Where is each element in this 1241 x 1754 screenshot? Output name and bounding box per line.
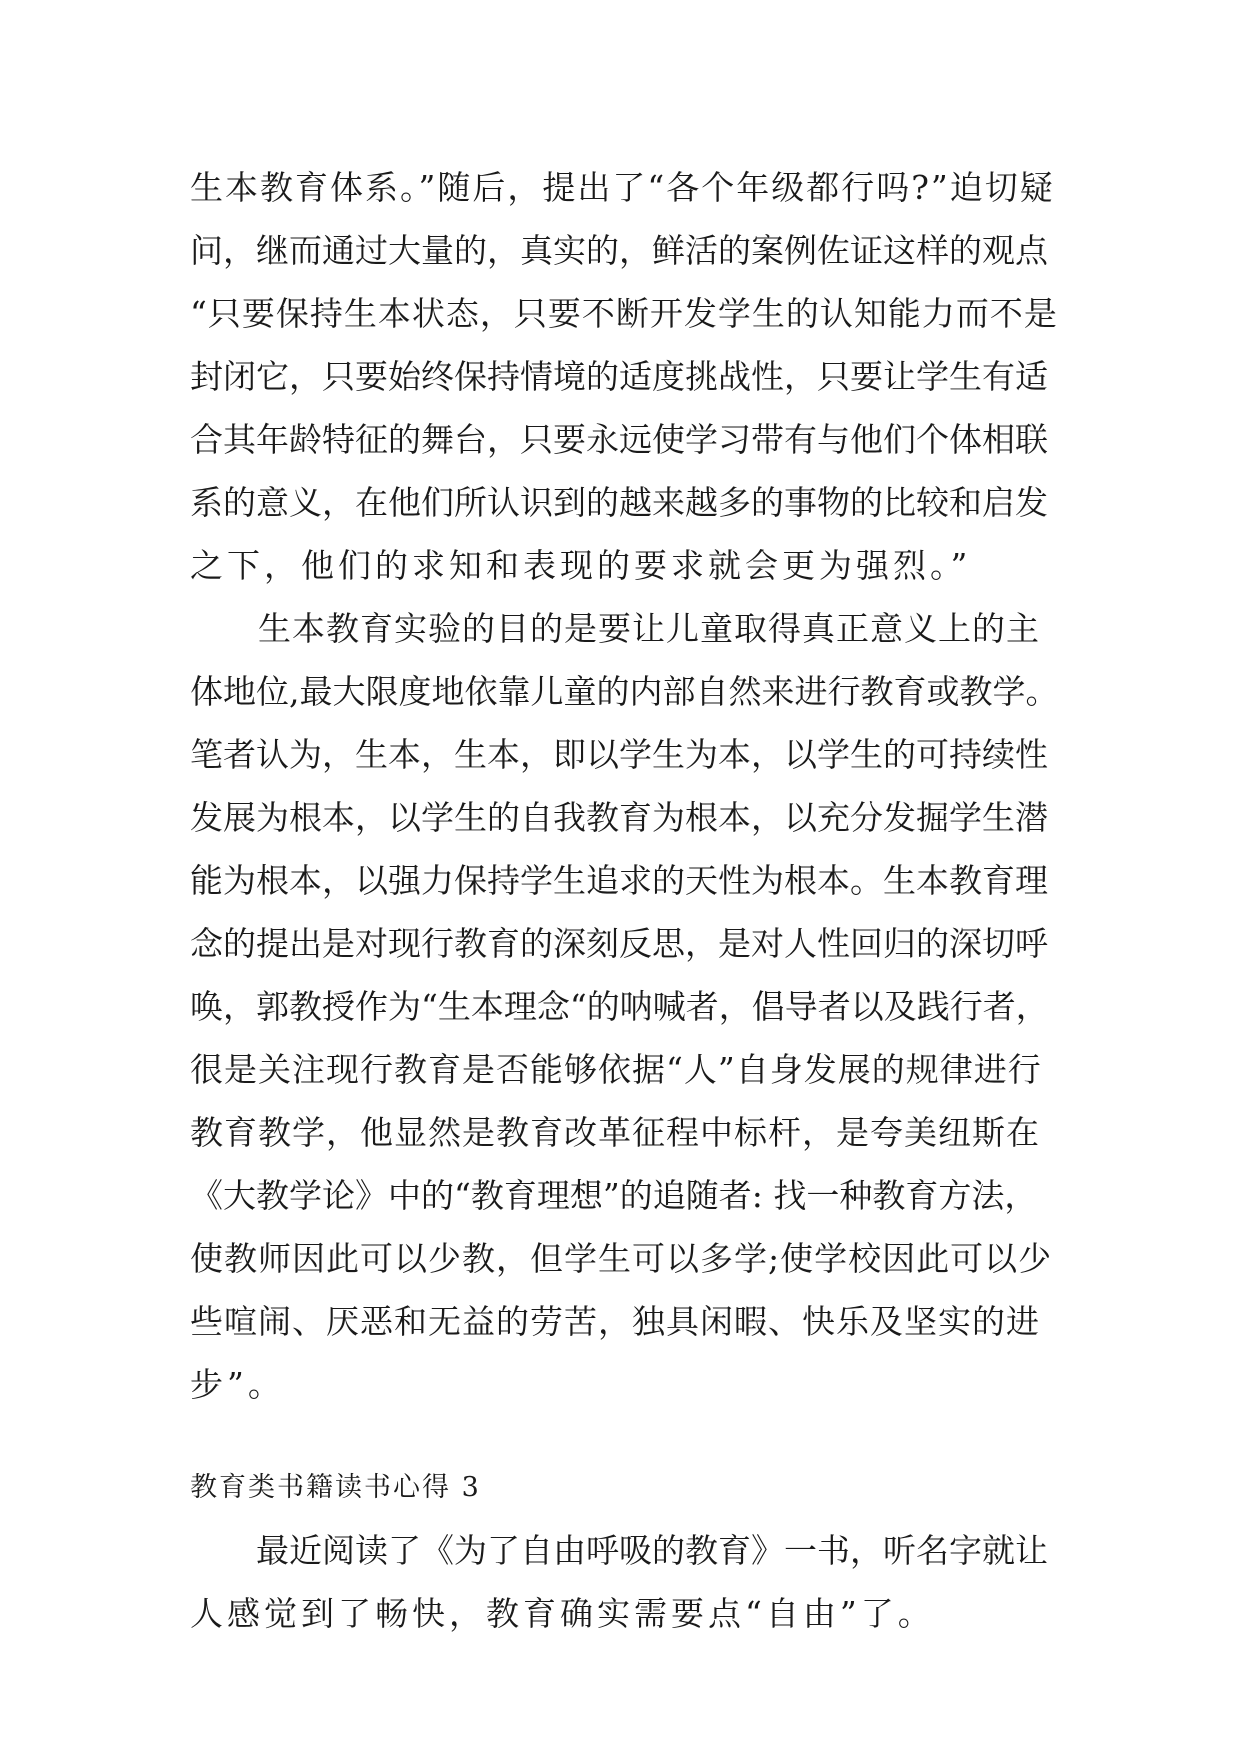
paragraph-line: 合其年龄特征的舞台，只要永远使学习带有与他们个体相联: [190, 420, 1048, 459]
document-body: [190, 156, 1060, 1645]
section-heading: 教育类书籍读书心得 3: [190, 1472, 481, 1503]
paragraph-line: 能为根本，以强力保持学生追求的天性为根本。生本教育理: [190, 861, 1048, 900]
paragraph-line: “只要保持生本状态，只要不断开发学生的认知能力而不是: [190, 294, 1058, 333]
paragraph-2: [190, 597, 1060, 1416]
paragraph-line: 之下，他们的求知和表现的要求就会更为强烈。”: [190, 546, 972, 585]
paragraph-line: 最近阅读了《为了自由呼吸的教育》一书，听名字就让: [190, 1531, 1048, 1570]
paragraph-line: 封闭它，只要始终保持情境的适度挑战性，只要让学生有适: [190, 357, 1048, 396]
paragraph-line: 很是关注现行教育是否能够依据“人”自身发展的规律进行: [190, 1050, 1042, 1089]
paragraph-line: 体地位,最大限度地依靠儿童的内部自然来进行教育或教学。: [190, 672, 1059, 711]
paragraph-line: 生本教育实验的目的是要让儿童取得真正意义上的主: [190, 609, 1040, 648]
paragraph-line: 教育教学，他显然是教育改革征程中标杆，是夸美纽斯在: [190, 1113, 1040, 1152]
paragraph-line: 发展为根本，以学生的自我教育为根本，以充分发掘学生潜: [190, 798, 1048, 837]
paragraph-1: [190, 156, 1060, 597]
paragraph-line: 些喧闹、厌恶和无益的劳苦，独具闲暇、快乐及坚实的进: [190, 1302, 1040, 1341]
paragraph-line: 唤，郭教授作为“生本理念“的呐喊者，倡导者以及践行者，: [190, 987, 1049, 1026]
paragraph-line: 问，继而通过大量的，真实的，鲜活的案例佐证这样的观点: [190, 231, 1048, 270]
paragraph-line: 使教师因此可以少教，但学生可以多学;使学校因此可以少: [190, 1239, 1053, 1278]
paragraph-line: 念的提出是对现行教育的深刻反思，是对人性回归的深切呼: [190, 924, 1048, 963]
paragraph-line: 生本教育体系。”随后，提出了“各个年级都行吗?”迫切疑: [190, 168, 1055, 207]
paragraph-line: 笔者认为，生本，生本，即以学生为本，以学生的可持续性: [190, 735, 1048, 774]
paragraph-line: 系的意义，在他们所认识到的越来越多的事物的比较和启发: [190, 483, 1048, 522]
paragraph-3: [190, 1519, 1060, 1645]
paragraph-line: 人感觉到了畅快，教育确实需要点“自由”了。: [190, 1594, 935, 1633]
paragraph-line: 步”。: [190, 1365, 285, 1404]
paragraph-line: 《大教学论》中的“教育理想”的追随者: 找一种教育方法，: [190, 1176, 1038, 1215]
section-gap: [190, 1416, 1060, 1456]
